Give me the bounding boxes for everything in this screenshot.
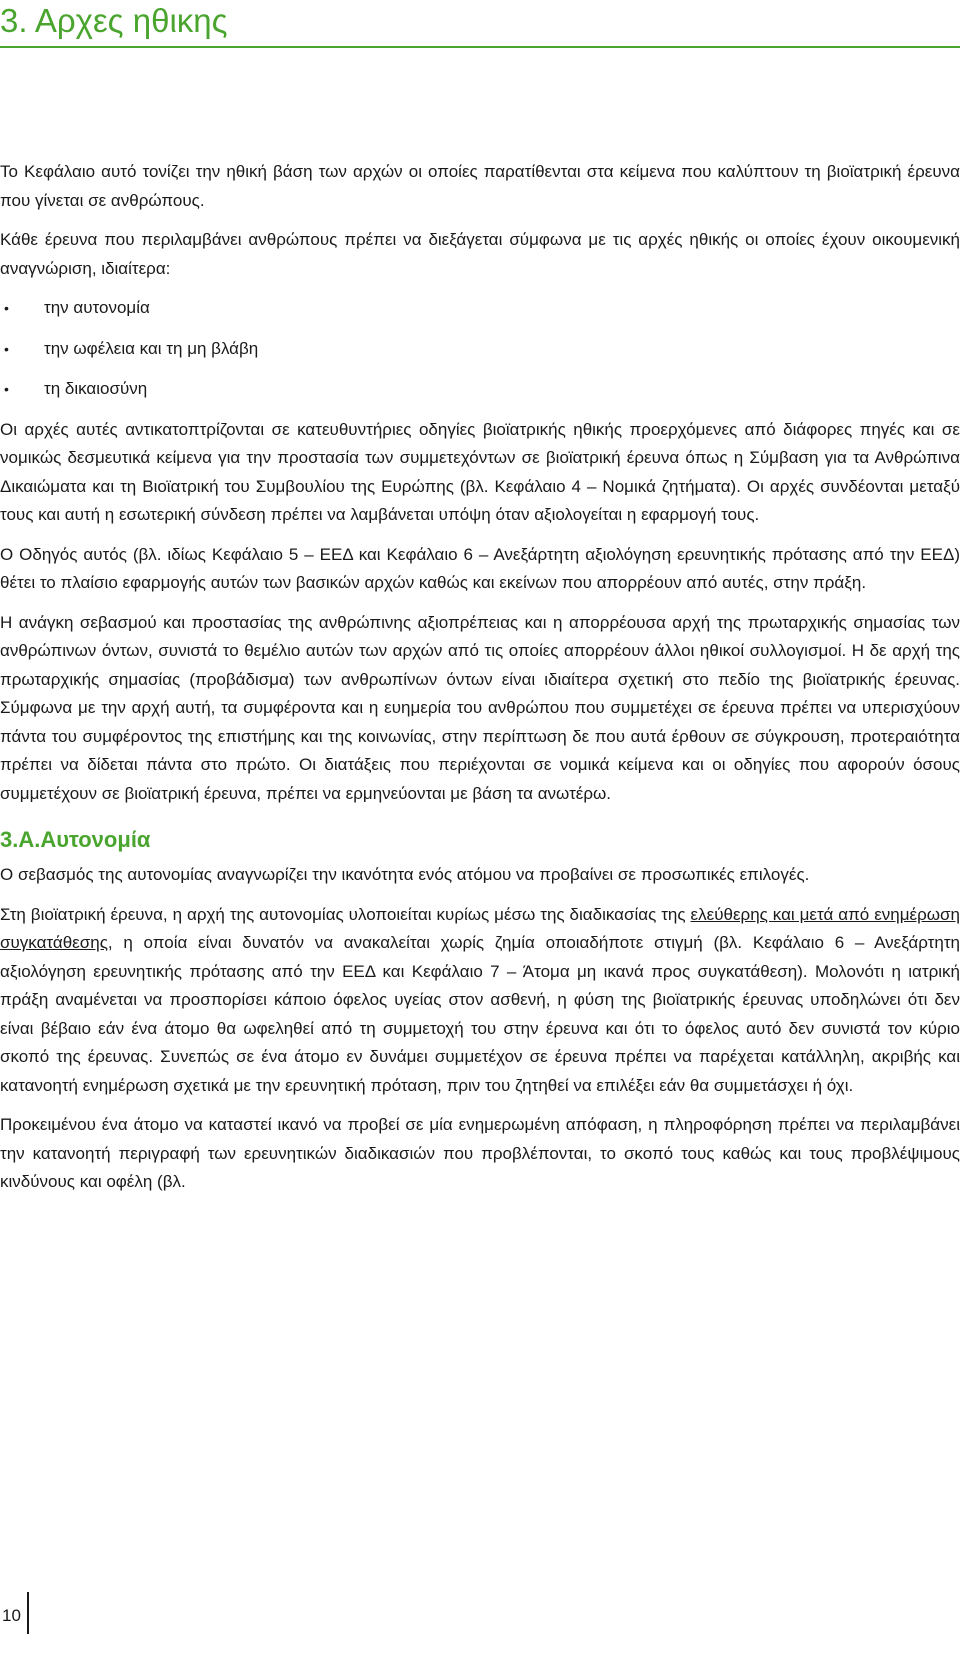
- list-item-text: την ωφέλεια και τη μη βλάβη: [44, 338, 259, 358]
- bullet-icon: •: [4, 381, 9, 397]
- autonomy-paragraph-3: Προκειμένου ένα άτομο να καταστεί ικανό να προβεί σε μία ενημερωμένη απόφαση, η πληροφόρηση πρέπει να περιλαμβάνει την κατανοητή περιγραφή των ερευνητικών διαδικασιών που προβλέπονται, το σκοπό τους καθώς και τους προβλέψιμους κινδύνους και οφέλη (βλ.: [0, 1115, 960, 1191]
- autonomy-paragraph-2: [0, 901, 960, 1101]
- list-item: [0, 375, 960, 404]
- page-number: 10: [2, 1606, 21, 1625]
- intro-paragraph-4: Ο Οδηγός αυτός (βλ. ιδίως Κεφάλαιο 5 – ΕΕΔ και Κεφάλαιο 6 – Ανεξάρτητη αξιολόγηση ερευνητικής πρότασης από την ΕΕΔ) θέτει το πλαίσιο εφαρμογής αυτών των βασικών αρχών καθώς και εκείνων που απορρέουν από αυτές, στην πράξη.: [0, 544, 960, 592]
- intro-paragraph-3: Οι αρχές αυτές αντικατοπτρίζονται σε κατευθυντήριες οδηγίες βιοϊατρικής ηθικής προερχόμενες από διάφορες πηγές και σε νομικώς δεσμευτικά κείμενα για την προστασία των συμμετεχόντων σε βιοϊατρική έρευνα όπως η Σύμβαση για τα Ανθρώπινα Δικαιώματα και τη Βιοϊατρική του Συμβουλίου της Ευρώπης (βλ. Κεφάλαιο 4 – Νομικά ζητήματα). Οι αρχές συνδέονται μεταξύ τους και αυτή η εσωτερική σύνδεση πρέπει να λαμβάνεται υπόψη όταν αξιολογείται η εφαρμογή τους.: [0, 419, 960, 524]
- chapter-title: 3. Αρχες ηθικης: [0, 2, 228, 39]
- list-item-text: την αυτονομία: [44, 298, 150, 317]
- list-item: [0, 335, 960, 364]
- title-divider: [0, 46, 960, 48]
- principles-list: [0, 294, 960, 404]
- list-item-text: τη δικαιοσύνη: [44, 379, 148, 398]
- intro-paragraph-2: Κάθε έρευνα που περιλαμβάνει ανθρώπους πρέπει να διεξάγεται σύμφωνα με τις αρχές ηθικής οι οποίες έχουν οικουμενική αναγνώριση, ιδιαίτερα:: [0, 230, 960, 278]
- document-body: [0, 158, 960, 1197]
- section-heading-autonomy: 3.Α.Αυτονομία: [0, 827, 151, 852]
- bullet-icon: •: [4, 300, 9, 316]
- autonomy-paragraph-1: Ο σεβασμός της αυτονομίας αναγνωρίζει την ικανότητα ενός ατόμου να προβαίνει σε προσωπικές επιλογές.: [0, 865, 810, 884]
- list-item: [0, 294, 960, 323]
- intro-paragraph-5: Η ανάγκη σεβασμού και προστασίας της ανθρώπινης αξιοπρέπειας και η απορρέουσα αρχή της πρωταρχικής σημασίας των ανθρώπινων όντων, συνιστά το θεμέλιο αυτών των αρχών από τις οποίες απορρέουν άλλοι ηθικοί συλλογισμοί. Η δε αρχή της πρωταρχικής σημασίας (προβάδισμα) των ανθρωπίνων όντων είναι ιδιαίτερα σχετική στο πεδίο της βιοϊατρικής έρευνας. Σύμφωνα με την αρχή αυτή, τα συμφέροντα και η ευημερία του ανθρώπου που συμμετέχει σε έρευνα πρέπει να υπερισχύουν πάντα του συμφέροντος της επιστήμης και της κοινωνίας, στην περίπτωση δε που αυτά έρθουν σε σύγκρουση, προτεραιότητα πρέπει να δίδεται πάντα στο πρώτο. Οι διατάξεις που περιέχονται σε νομικά κείμενα και οι οδηγίες που αφορούν όσους συμμετέχουν σε βιοϊατρική έρευνα, πρέπει να ερμηνεύονται με βάση τα ανωτέρω.: [0, 612, 960, 803]
- intro-paragraph-1: Το Κεφάλαιο αυτό τονίζει την ηθική βάση των αρχών οι οποίες παρατίθενται στα κείμενα που καλύπτουν τη βιοϊατρική έρευνα που γίνεται σε ανθρώπους.: [0, 162, 960, 210]
- bullet-icon: •: [4, 340, 9, 357]
- autonomy-paragraph-2-end: , η οποία είναι δυνατόν να ανακαλείται χωρίς ζημία οποιαδήποτε στιγμή (βλ. Κεφάλαιο 6 – Ανεξάρτητη αξιολόγηση ερευνητικής πρότασης από την ΕΕΔ και Κεφάλαιο 7 – Άτομα μη ικανά προς συγκατάθεση). Μολονότι η ιατρική πράξη αναμένεται να προσπορίσει κάποιο όφελος υγείας στον ασθενή, η φύση της βιοϊατρικής έρευνας υποδηλώνει ότι δεν είναι βέβαιο εάν ένα άτομο θα ωφεληθεί από τη συμμετοχή του στην έρευνα και ότι το όφελος αυτό δεν συνιστά τον κύριο σκοπό της έρευνας. Συνεπώς σε ένα άτομο εν δυνάμει συμμετέχον σε έρευνα πρέπει να παρέχεται κατάλληλη, ακριβής και κατανοητή ενημέρωση σχετικά με την ερευνητική πρόταση, πριν του ζητηθεί να επιλέξει εάν θα συμμετάσχει ή όχι.: [0, 933, 960, 1095]
- autonomy-paragraph-2-start: Στη βιοϊατρική έρευνα, η αρχή της αυτονομίας υλοποιείται κυρίως μέσω της διαδικασίας της: [0, 904, 691, 924]
- page-number-divider: [27, 1592, 29, 1634]
- informed-consent-phrase: ελεύθερης και μετά από ενημέρωση συγκατάθεσης: [0, 904, 960, 952]
